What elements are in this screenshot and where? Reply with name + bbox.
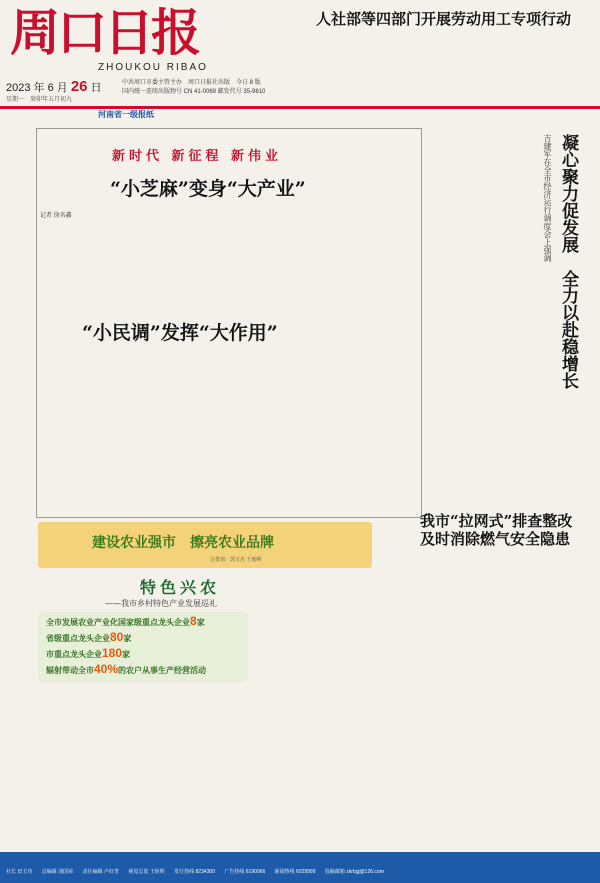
- footer-item: 总编辑 刘国荣: [41, 869, 74, 875]
- agri-col-1: [38, 690, 104, 848]
- sesame-byline: 记者 徐名鑫: [40, 213, 72, 219]
- sesame-col-2: [114, 218, 188, 308]
- feature-title[interactable]: 特色兴农: [140, 578, 221, 597]
- dateline-year-month: 2023 年 6 月: [6, 82, 68, 94]
- stat-city-leaders: [46, 646, 130, 660]
- masthead-title: 周口日报: [10, 3, 198, 62]
- sesame-col-3: [192, 218, 266, 308]
- footer-item: 发行热线 8234300: [174, 869, 215, 875]
- stat1-unit: 家: [196, 618, 205, 627]
- sesame-col-1: [40, 218, 110, 308]
- footer-item: 新闻热线 6029999: [274, 869, 316, 875]
- agri-col-3: [178, 690, 244, 848]
- stat3-unit: 家: [122, 650, 131, 659]
- safety-col-1: [420, 550, 504, 848]
- dateline: [6, 78, 102, 95]
- weekday: 星期一 癸卯年五月初九: [6, 97, 73, 103]
- growth-subheadline: 吉建军在全市经济运行调度会上强调: [543, 134, 552, 262]
- footer-item: 社长 田玉功: [6, 869, 33, 875]
- stat2-unit: 家: [123, 634, 132, 643]
- stat1-number: 8: [190, 614, 197, 628]
- stat3-number: 180: [102, 646, 123, 660]
- agriculture-banner-editor: 总策划：郭玉杰 王俊峰: [210, 557, 262, 563]
- pub-info-line-1: 中共周口市委主管主办 周口日报社出版 今日 8 版: [122, 80, 261, 86]
- top-story-body: [316, 30, 594, 102]
- footer-item: 投稿邮箱 zkrbgj@126.com: [324, 869, 384, 875]
- dateline-day-suffix: 日: [90, 82, 102, 94]
- stat4-label: 辐射带动全市: [46, 666, 94, 675]
- agriculture-banner-title[interactable]: 建设农业强市 擦亮农业品牌: [92, 534, 274, 550]
- stat2-label: 省级重点龙头企业: [46, 634, 110, 643]
- pub-info-line-2: 国内统一连续出版物号 CN 41-0069 邮发代号 35-9810: [122, 89, 266, 95]
- red-rule: [0, 106, 600, 109]
- stat4-unit: 的农户从事生产经营活动: [118, 666, 207, 675]
- top-story-headline[interactable]: 人社部等四部门开展劳动用工专项行动: [316, 10, 572, 28]
- publication-info: [122, 79, 265, 97]
- safety-col-2: [508, 550, 594, 848]
- growth-headline[interactable]: 凝心聚力促发展 全力以赴稳增长: [558, 134, 578, 389]
- safety-headline-1[interactable]: 我市“拉网式”排查整改: [420, 512, 573, 530]
- stat-infographic: [38, 612, 248, 682]
- folk-col-4: [270, 352, 344, 512]
- masthead-pinyin: ZHOUKOU RIBAO: [98, 62, 208, 73]
- footer-item: 广告热线 6190066: [224, 869, 266, 875]
- footer-credits: [6, 868, 392, 875]
- stat-provincial-leaders: [46, 630, 131, 644]
- folk-col-2: [114, 352, 188, 512]
- agri-col-4: [250, 612, 310, 848]
- safety-headline-2[interactable]: 及时消除燃气安全隐患: [420, 530, 571, 548]
- stat3-label: 市重点龙头企业: [46, 650, 102, 659]
- sesame-col-5: [348, 218, 418, 308]
- brand-line: 河南省一级报纸: [98, 110, 154, 119]
- footer-item: 视觉总监 王炬辉: [128, 869, 165, 875]
- folk-col-5: [348, 352, 418, 512]
- agri-col-5: [314, 612, 374, 848]
- stat-national-leaders: [46, 614, 205, 628]
- dateline-day: 26: [70, 78, 88, 95]
- stat4-number: 40%: [94, 662, 119, 676]
- folk-song-headline[interactable]: “小民调”发挥“大作用”: [82, 322, 278, 344]
- stat1-label: 全市发展农业产业化国家级重点龙头企业: [46, 618, 190, 627]
- right-col-text-1: [424, 128, 538, 498]
- sesame-col-4: [270, 218, 344, 308]
- feature-subtitle: ——我市乡村特色产业发展巡礼: [105, 599, 217, 608]
- stat2-number: 80: [110, 630, 124, 644]
- folk-col-3: [192, 352, 266, 512]
- footer-item: 责任编辑 卢好青: [82, 869, 119, 875]
- banner-slogan: 新时代 新征程 新伟业: [112, 149, 283, 164]
- sesame-headline[interactable]: “小芝麻”变身“大产业”: [110, 178, 306, 200]
- folk-col-1: [40, 352, 110, 512]
- agri-col-2: [108, 690, 174, 848]
- stat-farmers-share: [46, 662, 206, 676]
